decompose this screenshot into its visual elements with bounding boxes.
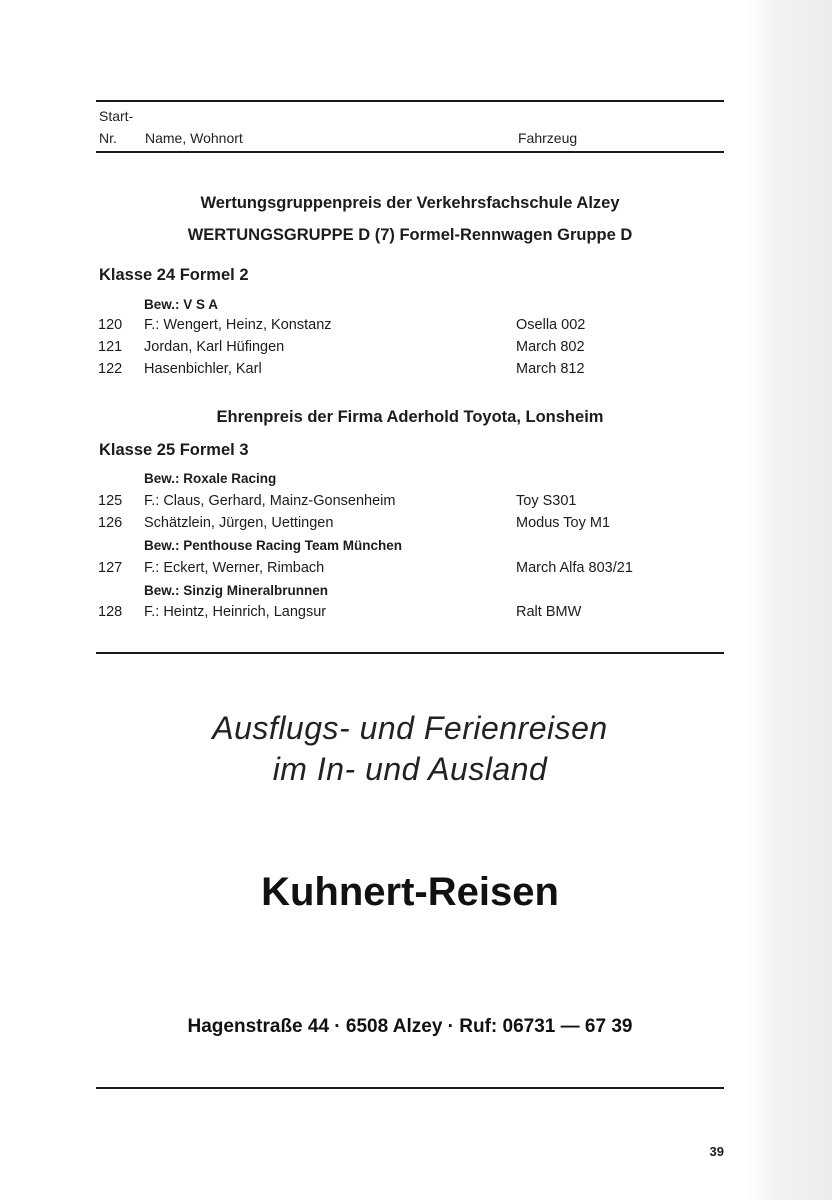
group-title: WERTUNGSGRUPPE D (7) Formel-Rennwagen Gruppe D [187,226,633,244]
table-row [96,560,724,580]
start-nr-header-line1: Start- [99,108,134,124]
klasse-24-title: Klasse 24 Formel 2 [99,266,249,284]
table-row [96,361,724,381]
vehicle: Modus Toy M1 [516,515,611,531]
page-edge-shadow [746,0,832,1200]
entrant-roxale-racing: Bew.: Roxale Racing [144,471,277,486]
ad-company-name: Kuhnert-Reisen [261,870,559,914]
driver-name: F.: Heintz, Heinrich, Langsur [144,604,327,620]
entrant-sinzig-mineralbrunnen: Bew.: Sinzig Mineralbrunnen [144,583,329,598]
vehicle: March Alfa 803/21 [516,560,633,576]
start-nr-header-line2: Nr. [99,130,117,146]
group-prize-title: Wertungsgruppenpreis der Verkehrsfachschule Alzey [200,194,620,212]
start-number: 120 [98,317,123,333]
start-number: 122 [98,361,123,377]
ad-tagline-line2: im In- und Ausland [272,751,548,787]
entrant-penthouse-racing: Bew.: Penthouse Racing Team München [144,538,403,553]
klasse-25-prize-title: Ehrenpreis der Firma Aderhold Toyota, Lonsheim [216,408,604,426]
klasse-25-title: Klasse 25 Formel 3 [99,441,249,459]
vehicle: Toy S301 [516,493,577,509]
table-row [96,339,724,359]
table-row [96,493,724,513]
driver-name: F.: Wengert, Heinz, Konstanz [144,317,332,333]
driver-name: Schätzlein, Jürgen, Uettingen [144,515,334,531]
vehicle: March 812 [516,361,585,377]
vehicle: Osella 002 [516,317,586,333]
ad-bottom-rule [96,1087,724,1089]
table-row [96,604,724,624]
start-number: 126 [98,515,123,531]
start-number: 128 [98,604,123,620]
vehicle: Ralt BMW [516,604,582,620]
entrant-vsa: Bew.: V S A [144,297,219,312]
start-number: 127 [98,560,123,576]
header-top-rule [96,100,724,102]
start-number: 121 [98,339,123,355]
ad-tagline-line1: Ausflugs- und Ferienreisen [212,710,608,746]
driver-name: F.: Eckert, Werner, Rimbach [144,560,325,576]
vehicle: March 802 [516,339,585,355]
table-row [96,317,724,337]
header-bottom-rule [96,151,724,153]
page-number: 39 [709,1144,724,1159]
ad-address: Hagenstraße 44 · 6508 Alzey · Ruf: 06731 — 67 39 [187,1016,633,1037]
vehicle-column-header: Fahrzeug [518,130,578,146]
driver-name: Hasenbichler, Karl [144,361,262,377]
start-number: 125 [98,493,123,509]
driver-name: F.: Claus, Gerhard, Mainz-Gonsenheim [144,493,396,509]
driver-name: Jordan, Karl Hüfingen [144,339,285,355]
table-row [96,515,724,535]
name-column-header: Name, Wohnort [145,130,243,146]
ad-top-rule [96,652,724,654]
